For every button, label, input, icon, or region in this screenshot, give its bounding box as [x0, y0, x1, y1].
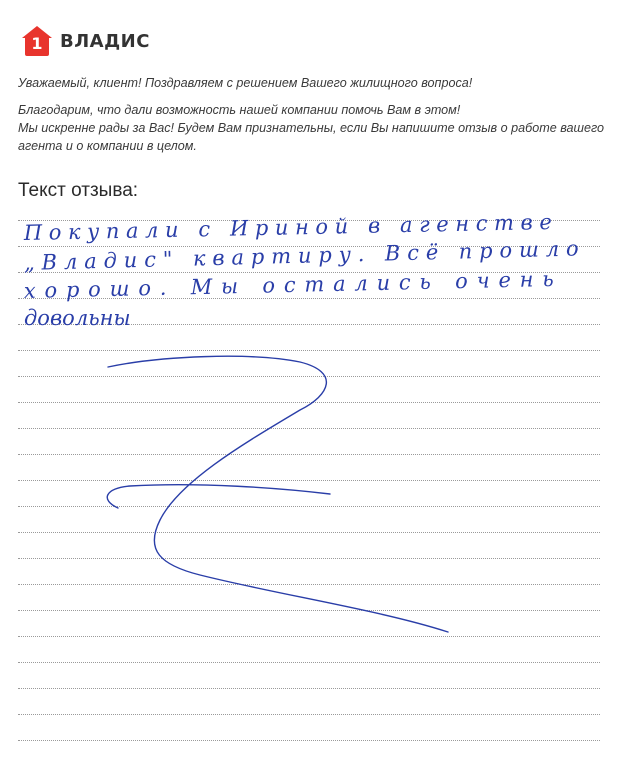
review-line: „Владис" квартиру. Всё прошло [23, 236, 579, 275]
review-heading: Текст отзыва: [18, 180, 139, 201]
review-line: хорошо. Мы остались очень [23, 266, 554, 303]
greeting-text: Уважаемый, клиент! Поздравляем с решением Вашего жилищного вопроса! [18, 76, 473, 90]
review-line: Покупали с Ириной в агенстве [23, 209, 552, 245]
logo-digit: 1 [31, 34, 43, 53]
thanks-text: Благодарим, что дали возможность нашей компании помочь Вам в этом! [18, 103, 461, 117]
review-line: довольны [24, 306, 131, 330]
brand-name: ВЛАДИС [60, 30, 150, 52]
request-text: Мы искренне рады за Вас! Будем Вам признательны, если Вы напишите отзыв о работе вашего агента и о компании в целом. [18, 121, 605, 153]
z-scribble-mark [107, 356, 448, 632]
